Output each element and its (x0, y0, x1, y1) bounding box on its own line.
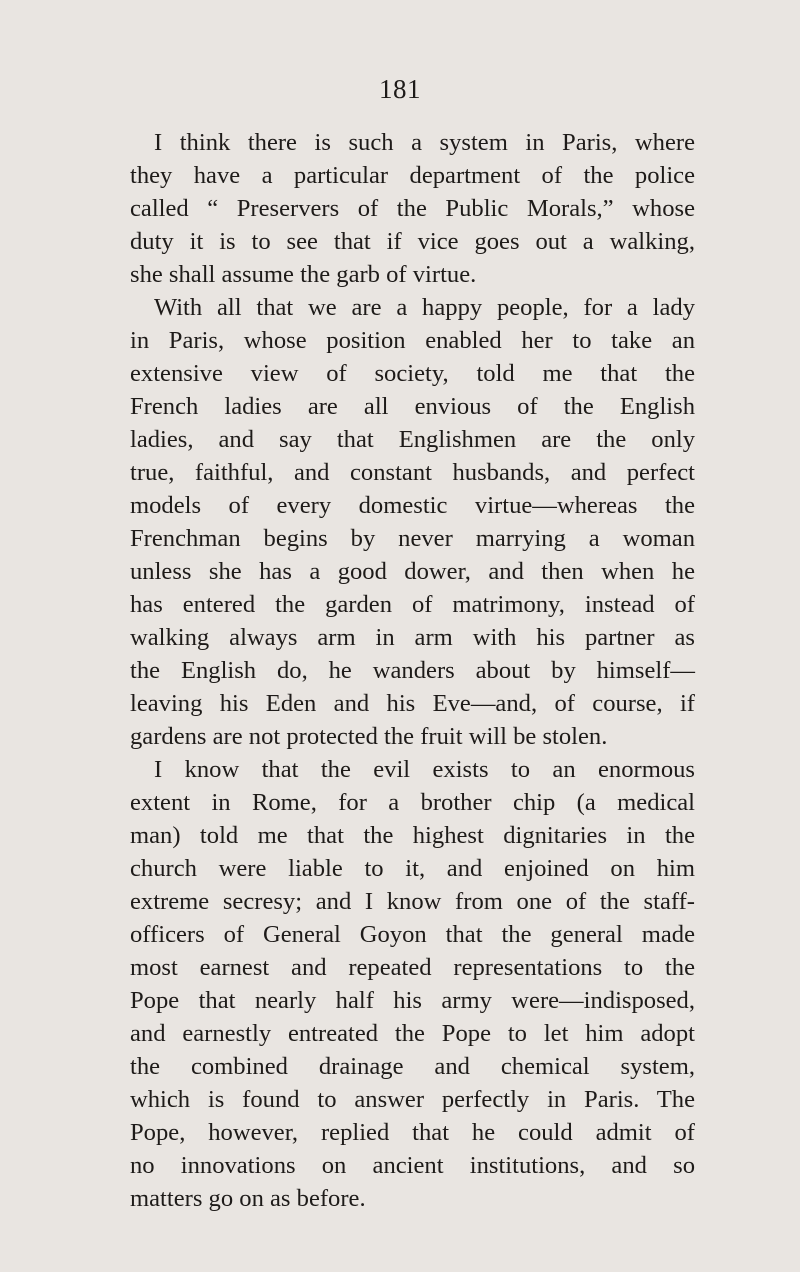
text-line: in Paris, whose position enabled her to take an (130, 327, 695, 354)
text-line: I know that the evil exists to an enormous (154, 756, 695, 783)
text-line: called “ Preservers of the Public Morals,” whose (130, 195, 695, 222)
text-line: no innovations on ancient institutions, and so (130, 1152, 695, 1179)
text-line: Pope, however, replied that he could admit of (130, 1119, 695, 1146)
text-line: French ladies are all envious of the English (130, 393, 695, 420)
text-line: they have a particular department of the police (130, 162, 695, 189)
text-line: she shall assume the garb of virtue. (130, 261, 477, 288)
text-line: man) told me that the highest dignitaries in the (130, 822, 695, 849)
text-line: Frenchman begins by never marrying a woman (130, 525, 695, 552)
text-line: officers of General Goyon that the general made (130, 921, 695, 948)
text-line: most earnest and repeated representations to the (130, 954, 695, 981)
text-line: duty it is to see that if vice goes out a walking, (130, 228, 695, 255)
text-line: matters go on as before. (130, 1185, 366, 1212)
text-line: leaving his Eden and his Eve—and, of course, if (130, 690, 695, 717)
text-line: I think there is such a system in Paris, where (154, 129, 695, 156)
text-line: true, faithful, and constant husbands, and perfect (130, 459, 695, 486)
text-line: models of every domestic virtue—whereas the (130, 492, 695, 519)
text-line: and earnestly entreated the Pope to let him adopt (130, 1020, 695, 1047)
text-line: church were liable to it, and enjoined on him (130, 855, 695, 882)
text-line: extensive view of society, told me that the (130, 360, 695, 387)
text-line: has entered the garden of matrimony, instead of (130, 591, 695, 618)
text-line: unless she has a good dower, and then when he (130, 558, 695, 585)
body-text (130, 126, 695, 1215)
text-line: extent in Rome, for a brother chip (a medical (130, 789, 695, 816)
text-line: walking always arm in arm with his partner as (130, 624, 695, 651)
text-line: With all that we are a happy people, for a lady (154, 294, 695, 321)
page-number: 181 (379, 74, 421, 104)
text-line: which is found to answer perfectly in Paris. The (130, 1086, 695, 1113)
text-line: gardens are not protected the fruit will be stolen. (130, 723, 608, 750)
text-line: Pope that nearly half his army were—indisposed, (130, 987, 695, 1014)
text-line: ladies, and say that Englishmen are the only (130, 426, 695, 453)
text-line: the English do, he wanders about by himself— (130, 657, 695, 684)
text-line: the combined drainage and chemical system, (130, 1053, 695, 1080)
text-line: extreme secresy; and I know from one of the staff- (130, 888, 695, 915)
